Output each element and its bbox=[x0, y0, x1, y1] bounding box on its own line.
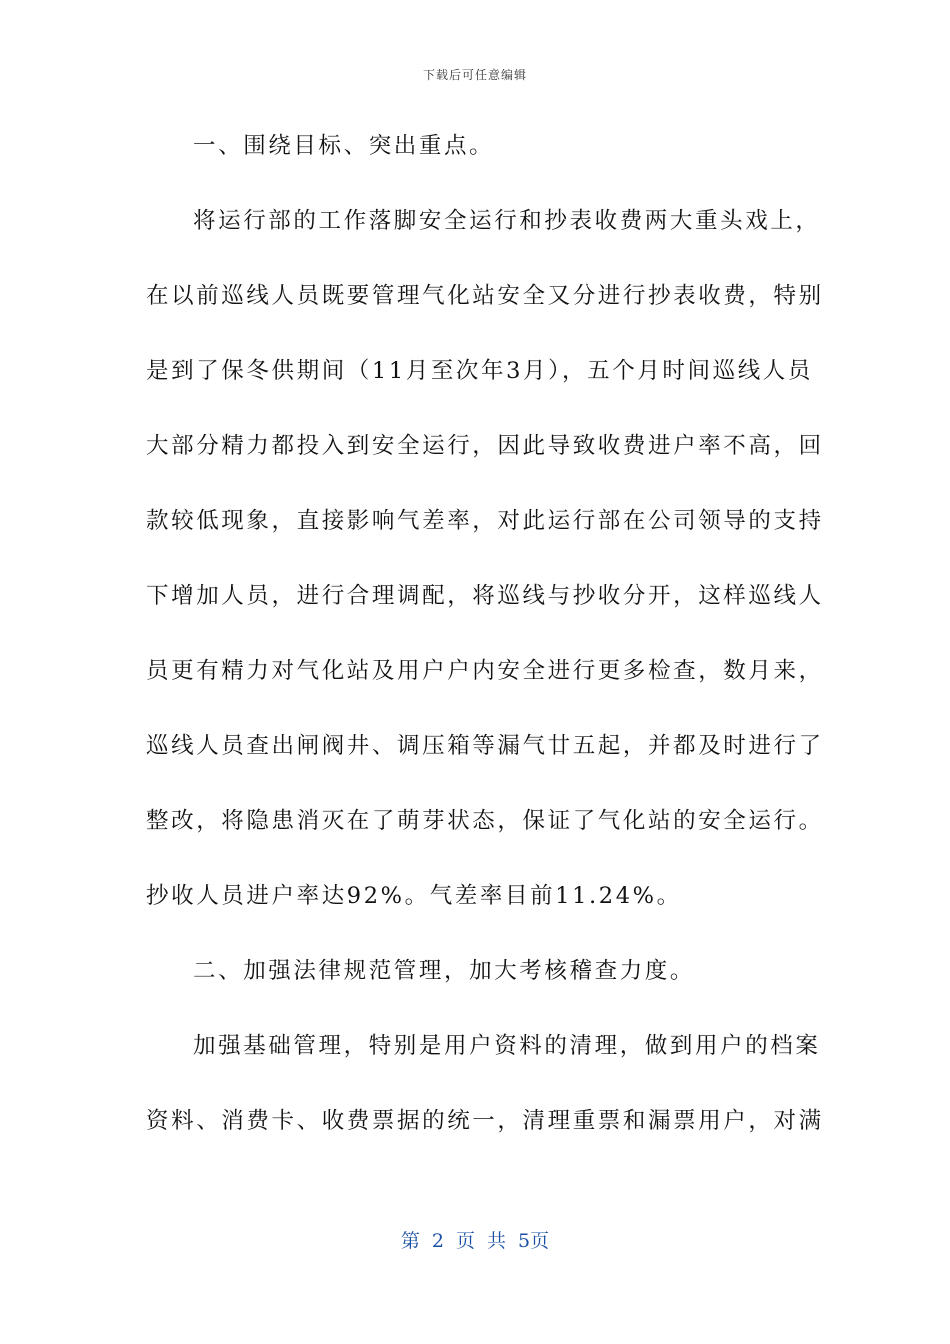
paragraph-line: 是到了保冬供期间（11月至次年3月），五个月时间巡线人员 bbox=[146, 358, 813, 384]
paragraph-line: 在以前巡线人员既要管理气化站安全又分进行抄表收费，特别 bbox=[146, 283, 824, 309]
paragraph-line: 巡线人员查出闸阀井、调压箱等漏气廿五起，并都及时进行了 bbox=[146, 733, 824, 759]
paragraph-line: 员更有精力对气化站及用户户内安全进行更多检查，数月来， bbox=[146, 658, 824, 684]
paragraph-line: 将运行部的工作落脚安全运行和抄表收费两大重头戏上， bbox=[193, 208, 821, 234]
paragraph-line: 下增加人员，进行合理调配，将巡线与抄收分开，这样巡线人 bbox=[146, 583, 824, 609]
paragraph-line: 款较低现象，直接影响气差率，对此运行部在公司领导的支持 bbox=[146, 508, 824, 534]
paragraph-line: 加强基础管理，特别是用户资料的清理，做到用户的档案 bbox=[193, 1033, 821, 1059]
page-footer bbox=[0, 1226, 950, 1253]
section-heading-2: 二、加强法律规范管理，加大考核稽查力度。 bbox=[193, 958, 696, 984]
paragraph-line: 资料、消费卡、收费票据的统一，清理重票和漏票用户，对满 bbox=[146, 1108, 824, 1134]
document-body bbox=[146, 124, 824, 1174]
footer-page-label: 第 bbox=[400, 1230, 420, 1252]
paragraph-line: 整改，将隐患消灭在了萌芽状态，保证了气化站的安全运行。 bbox=[146, 808, 824, 834]
section-heading-1: 一、围绕目标、突出重点。 bbox=[193, 133, 495, 159]
footer-total-pages: 5页 bbox=[518, 1230, 550, 1252]
paragraph-line: 抄收人员进户率达92%。气差率目前11.24%。 bbox=[146, 883, 682, 909]
footer-current-page: 2 bbox=[431, 1230, 444, 1252]
footer-page-unit: 页 bbox=[455, 1230, 475, 1252]
paragraph-line: 大部分精力都投入到安全运行，因此导致收费进户率不高，回 bbox=[146, 433, 824, 459]
footer-total-label: 共 bbox=[487, 1230, 507, 1252]
page-header-note: 下载后可任意编辑 bbox=[422, 68, 527, 82]
